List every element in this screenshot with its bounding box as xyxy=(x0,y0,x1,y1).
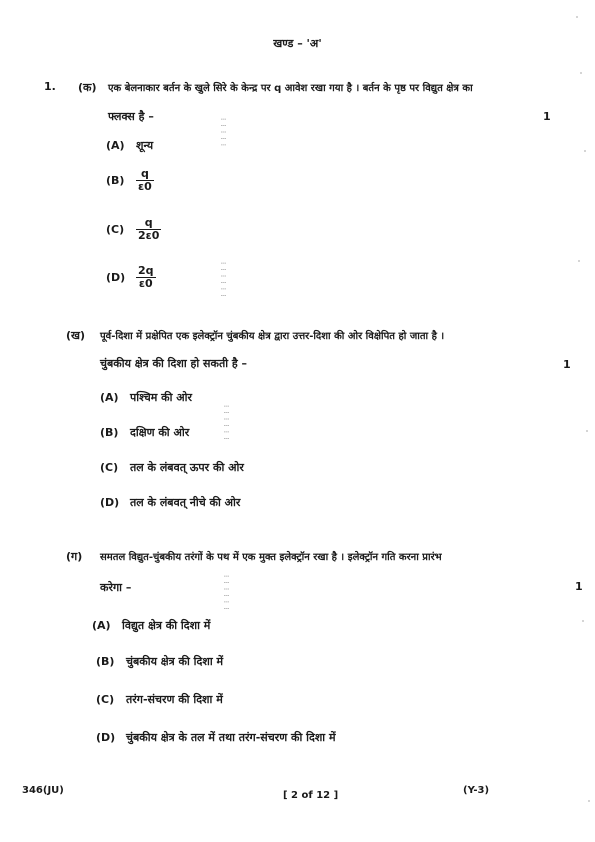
option-label: (D) xyxy=(106,271,126,284)
option-text: तल के लंबवत् ऊपर की ओर xyxy=(130,461,244,474)
option-text: चुंबकीय क्षेत्र की दिशा में xyxy=(126,655,224,668)
stamp-mark-4: ⁞ ⁞ ⁞ ⁞ ⁞ ⁞ xyxy=(222,575,230,611)
option-text: विद्युत क्षेत्र की दिशा में xyxy=(122,619,211,632)
part-ga-option-b xyxy=(96,654,223,669)
numerator: q xyxy=(136,168,154,181)
option-text: तल के लंबवत् नीचे की ओर xyxy=(130,496,241,509)
section-heading: खण्ड – 'अ' xyxy=(273,37,322,50)
fraction xyxy=(136,217,161,242)
part-kha-option-b xyxy=(100,425,189,440)
numerator: 2q xyxy=(138,264,154,277)
scan-speck xyxy=(588,800,590,802)
part-kha-text-line2: चुंबकीय क्षेत्र की दिशा हो सकती है – xyxy=(100,357,248,370)
part-ka-option-c xyxy=(106,217,161,242)
part-kha-option-a xyxy=(100,390,192,405)
scan-speck xyxy=(584,150,586,152)
option-label: (B) xyxy=(96,655,115,668)
stamp-mark-2: ⁞ ⁞ ⁞ ⁞ ⁞ ⁞ xyxy=(219,262,227,298)
option-text: तरंग-संचरण की दिशा में xyxy=(126,693,223,706)
option-text: दक्षिण की ओर xyxy=(130,426,190,439)
part-ga-marks: 1 xyxy=(575,580,583,593)
part-ka-text-line1: एक बेलनाकार बर्तन के खुले सिरे के केन्द्र पर q आवेश रखा गया है । बर्तन के पृष्ठ पर विद्युत क्षेत्र का xyxy=(108,83,473,94)
option-label: (C) xyxy=(106,223,125,236)
part-ka-option-a xyxy=(106,138,153,153)
scan-speck xyxy=(578,260,580,262)
scan-speck xyxy=(580,72,582,74)
option-text: शून्य xyxy=(136,139,154,152)
stamp-mark-3: ⁞ ⁞ ⁞ ⁞ ⁞ ⁞ xyxy=(222,405,230,441)
option-label: (A) xyxy=(92,619,111,632)
option-label: (A) xyxy=(106,139,125,152)
option-text: चुंबकीय क्षेत्र के तल में तथा तरंग-संचरण की दिशा में xyxy=(126,731,336,744)
part-kha-option-c xyxy=(100,460,244,475)
question-number: 1. xyxy=(44,80,56,93)
part-kha-label: (ख) xyxy=(66,329,86,342)
fraction xyxy=(136,168,154,193)
part-ka-text-line2: फ्लक्स है – xyxy=(108,110,154,123)
option-label: (C) xyxy=(96,693,115,706)
denominator: ε0 xyxy=(138,277,153,290)
part-ka-label: (क) xyxy=(78,81,97,94)
scan-speck xyxy=(576,16,578,18)
part-kha-option-d xyxy=(100,495,240,510)
option-label: (A) xyxy=(100,391,119,404)
option-label: (B) xyxy=(100,426,119,439)
part-ga-text-line2: करेगा – xyxy=(100,581,132,594)
stamp-mark-1: ⁞ ⁞ ⁞ ⁞ ⁞ xyxy=(219,118,227,148)
numerator: q xyxy=(136,217,161,230)
part-ka-option-b xyxy=(106,168,154,193)
part-ka-option-d xyxy=(106,265,156,290)
footer-code: 346(JU) xyxy=(22,785,64,796)
scan-speck xyxy=(582,620,584,622)
footer-set: (Y-3) xyxy=(463,785,490,796)
part-ga-label: (ग) xyxy=(66,550,83,563)
part-kha-text-line1: पूर्व-दिशा में प्रक्षेपित एक इलेक्ट्रॉन चुंबकीय क्षेत्र द्वारा उत्तर-दिशा की ओर विक्षेपित हो जाता है । xyxy=(100,331,445,342)
part-ka-marks: 1 xyxy=(543,110,551,123)
option-label: (D) xyxy=(100,496,120,509)
part-kha-marks: 1 xyxy=(563,358,571,371)
part-ga-option-d xyxy=(96,730,336,745)
fraction xyxy=(136,265,156,290)
part-ga-option-c xyxy=(96,692,223,707)
option-label: (C) xyxy=(100,461,119,474)
scan-speck xyxy=(586,430,588,432)
footer-page-number: [ 2 of 12 ] xyxy=(283,790,339,801)
option-label: (D) xyxy=(96,731,116,744)
part-ga-text-line1: समतल विद्युत-चुंबकीय तरंगों के पथ में एक मुक्त इलेक्ट्रॉन रखा है । इलेक्ट्रॉन गति करना प्रारंभ xyxy=(100,552,442,563)
denominator: ε0 xyxy=(138,180,152,193)
option-label: (B) xyxy=(106,174,125,187)
part-ga-option-a xyxy=(92,618,210,633)
denominator: 2ε0 xyxy=(138,229,160,242)
option-text: पश्चिम की ओर xyxy=(130,391,193,404)
